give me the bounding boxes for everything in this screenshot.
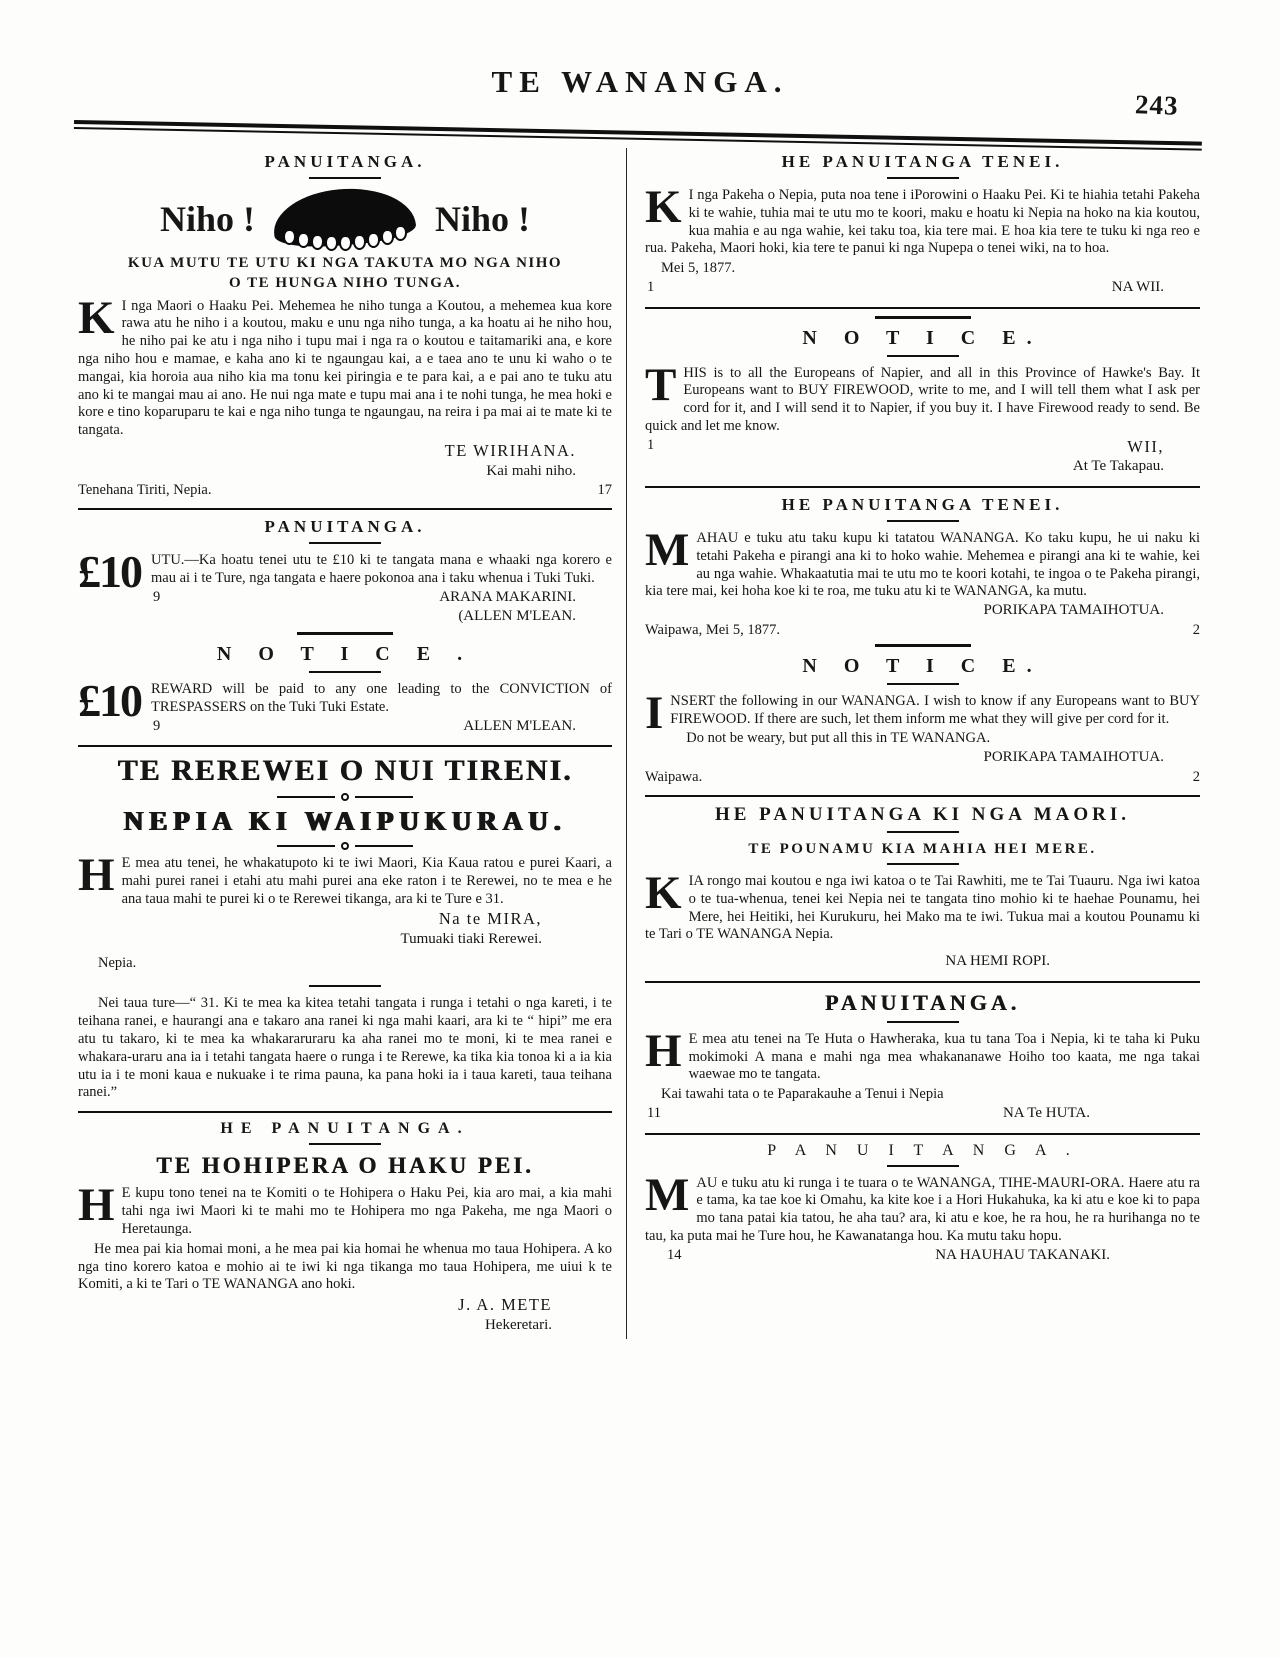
section-heading: HE PANUITANGA TENEI. <box>781 494 1064 514</box>
heading-rule <box>297 632 393 635</box>
section-divider <box>645 795 1200 797</box>
ad-body: K I nga Pakeha o Nepia, puta noa tene i iPorowini o Haaku Pei. Ki te hiahia tetahi Pakeha ki te wahie, tuhia mai te utu mo te koori, maku e hoatu ki Nepia na hoko na kia koutou, kua mahia e au nga wahie, kei taku toa, kia tere mai. E hoa kia tere te tuku ki nga reo e rua. Pakeha, Maori hoki, kia tere te panui ki nga Nupepa o tenei wiki, na to hoa. <box>645 181 1200 257</box>
section-heading: HE PANUITANGA TENEI. <box>781 152 1064 171</box>
ad-body: H E mea atu tenei, he whakatupoto ki te iwi Maori, Kia Kaua ratou e purei Kaari, a mahi purei ranei i etahi atu mahi purei ana eke raton i te Rerewei, no te mea e he ana taua mahi te purei ki o te Rerewei tikanga, ara ki te Ture e 31. <box>78 849 612 907</box>
place-line: Nepia. <box>98 955 137 972</box>
heading-rule <box>309 177 381 179</box>
reward-amount: £10 <box>78 546 141 598</box>
ad-hospital <box>78 1120 612 1335</box>
section-heading: N O T I C E . <box>216 642 474 665</box>
ad-railway <box>78 754 612 1113</box>
ad-trespass-notice <box>78 632 612 747</box>
drop-cap: I <box>645 686 664 739</box>
heading-rule <box>887 831 959 833</box>
drop-cap: M <box>645 523 690 576</box>
ad-niho <box>78 152 612 510</box>
ad-footer <box>645 436 1200 477</box>
ad-body-2: He mea pai kia homai moni, a he mea pai kia homai he whenua mo taua Hohipera. A ko nga tino korero katoa e mohio ai te iwi ki nga tikanga mo taua Hohipera, me uiui k te Komiti, a ki te Tari o TE WANANGA ano hoki. <box>78 1240 612 1293</box>
ad-body: KIA rongo mai koutou e nga iwi katoa o te Tai Rawhiti, me te Tai Tuauru. Nga iwi katoa o te tua-whenua, tenei kei Nepia nei te tangata tino mohio ki te haehae Pounamu, hei Mere, hei Heitiki, hei Kurukuru, hei Mako ma te iwi. Tukua mai a koutou Pounamu ki te Tari o TE WANANGA Nepia. <box>645 866 1200 943</box>
ad-pounamu <box>645 804 1200 983</box>
signature-block: NA Te HUTA. <box>1002 1105 1090 1122</box>
drop-cap: H <box>78 1179 115 1232</box>
ad-number: 17 <box>597 482 612 499</box>
section-heading: PANUITANGA. <box>264 517 426 537</box>
heading-rule <box>309 542 381 544</box>
law-quote: Nei taua ture—“ 31. Ki te mea ka kitea tetahi tangata i runga i tetahi o nga kareti, i te teihana ranei, e haurangi ana e takaro ana ranei ki nga mahi kaari, ara ki te “ hipi” me era atu tu takaro, ki te mea ka whakararuraru ka aha ranei mo te moni, ki te mea ranei e whakara-uraru ana ia i tetahi tangata haere o runga i te Rerewe, ka tika kia tonoa ki a ia kia utu ia i te moni kaua e nukuake i te rima pauna, ka pana hoki ia i taua kareti, taua teihana ranei.” <box>78 995 612 1101</box>
heading-rule <box>309 1143 381 1145</box>
signature-block: PORIKAPA TAMAIHOTUA. <box>983 602 1164 619</box>
section-heading: HE PANUITANGA KI NGA MAORI. <box>714 803 1130 825</box>
masthead-title: TE WANANGA. <box>491 64 789 99</box>
ad-huta <box>645 990 1200 1135</box>
signature-block: NA HEMI ROPI. <box>945 953 1050 970</box>
ornament-divider <box>78 842 612 850</box>
niho-headline-left: Niho ! <box>159 199 255 239</box>
ad-footer <box>645 278 1200 298</box>
place-date-line: Waipawa, Mei 5, 1877. <box>645 621 780 638</box>
section-divider <box>645 1133 1200 1135</box>
signature-block: NA HAUHAU TAKANAKI. <box>935 1246 1110 1263</box>
drop-cap: K <box>78 291 115 344</box>
dentures-icon <box>271 187 419 251</box>
heading-rule <box>309 671 381 673</box>
reward-amount: £10 <box>78 674 141 726</box>
ad-subheading: KUA MUTU TE UTU KI NGA TAKUTA MO NGA NIHO O TE HUNGA NIHO TUNGA. <box>127 255 563 292</box>
heading-rule <box>887 1021 959 1023</box>
drop-cap: K <box>645 866 682 919</box>
drop-cap: H <box>645 1024 682 1077</box>
ad-body: THIS is to all the Europeans of Napier, and all in this Province of Hawke's Bay. It Europeans want to BUY FIREWOOD, write to me, and I will tell them what I ask per cord for it, and I will send it to Napier, if you buy it. I have Firewood ready to send. Be quick and let me know. <box>645 358 1200 435</box>
drop-cap: H <box>78 849 115 901</box>
ornament-divider <box>78 793 612 801</box>
masthead-double-rule <box>74 120 1202 151</box>
ad-insert-notice <box>645 644 1200 797</box>
ad-body-2: Kai tawahi tata o te Paparakauhe a Tenui i Nepia <box>661 1086 944 1103</box>
ad-body: £10 UTU.—Ka hoatu tenei utu te £10 ki te tangata mana e whaaki nga korero e mau ai i te Ture, nga tangata e haere pokonoa ana i taku whenua i Tuki Tuki. <box>78 546 612 598</box>
ad-body-2: Do not be weary, but put all this in TE WANANGA. <box>686 730 991 747</box>
ad-footer <box>151 588 612 627</box>
signature-block: WII, At Te Takapau. <box>1072 436 1164 475</box>
ad-body: MAU e tuku atu ki runga i te tuara o te WANANGA, TIHE-MAURI-ORA. Haere atu ra e tama, ka tae koe ki Omahu, ka kite koe i a Hori Hukahuka, ka ki atu e koe ki to papa mo tana patai kia tatou, he aha tau? ara, ki atu e koe, he ra hou, he ra hurihanga no te tau, ka puta mai he Ture hou, he Kawanatanga hou. Ka mutu taku hopu. <box>645 1168 1200 1245</box>
ad-body: £10 REWARD will be paid to any one leading to the CONVICTION of TRESPASSERS on the Tuki Tuki Estate. <box>78 674 612 726</box>
drop-cap: K <box>645 181 682 233</box>
section-divider <box>78 745 612 747</box>
section-subheading: TE POUNAMU KIA MAHIA HEI MERE. <box>748 840 1097 857</box>
ad-footer <box>645 1104 1200 1124</box>
ad-number: 1 <box>647 436 655 453</box>
heading-rule <box>887 683 959 685</box>
date-line: Mei 5, 1877. <box>661 260 736 277</box>
ad-footer <box>645 621 1200 639</box>
signature-block: TE WIRIHANA. Kai mahi niho. <box>444 441 576 479</box>
ad-footer <box>645 768 1200 786</box>
railway-heading: TE REREWEI O NUI TIRENI. <box>117 754 573 787</box>
section-heading: N O T I C E. <box>802 326 1043 349</box>
ad-number: 2 <box>1192 621 1200 638</box>
ad-body: INSERT the following in our WANANGA. I wish to know if any Europeans want to BUY FIREWOOD. If there are such, let them inform me what they will give per cord for it. <box>645 686 1200 739</box>
heading-rule <box>875 316 971 319</box>
place-line: Waipawa. <box>645 768 703 785</box>
ad-body: MAHAU e tuku atu taku kupu ki tatatou WANANGA. Ko taku kupu, he ui naku ki tetahi Pakeha e pirangi ana ki to hoko wahie. Mehemea e pirangi ana ki te wahie, kei au nga wahie. Whakaatutia mai te utu mo te koori kotahi, te ingoa o te Pakeha pirangi, kia tere mai, kei hoha koe ki te roa, me tuku atu ki te WANANGA, ka mutu. <box>645 523 1200 600</box>
niho-headline <box>78 187 612 251</box>
signature-block: ARANA MAKARINI. (ALLEN M'LEAN. <box>439 588 576 625</box>
signature-block: NA WII. <box>1111 279 1164 296</box>
ad-number: 11 <box>647 1105 661 1122</box>
section-divider <box>78 1111 612 1113</box>
ad-body: H E kupu tono tenei na te Komiti o te Hohipera o Haku Pei, kia aro mai, a kia mahi tahi nga iwi Maori ki te mahi mo te Hohipera mo nga Pakeha, me nga Maori o Heretaunga. <box>78 1179 612 1237</box>
ad-number: 2 <box>1192 768 1200 785</box>
drop-cap: T <box>645 358 677 411</box>
heading-rule <box>887 863 959 865</box>
ad-number: 14 <box>667 1246 682 1263</box>
section-divider <box>78 508 612 510</box>
hospital-heading: TE HOHIPERA O HAKU PEI. <box>156 1153 534 1179</box>
ad-utu-reward <box>78 517 612 627</box>
signature-block: Na te MIRA, Tumuaki tiaki Rerewei. <box>400 909 542 947</box>
railway-subheading: NEPIA KI WAIPUKURAU. <box>123 806 567 836</box>
section-divider <box>645 307 1200 309</box>
ad-footer <box>78 481 612 499</box>
column-layout <box>78 148 1200 1339</box>
section-heading: N O T I C E. <box>802 654 1043 677</box>
ad-wahie-wii <box>645 152 1200 309</box>
right-column <box>626 148 1200 1339</box>
ad-body: K I nga Maori o Haaku Pei. Mehemea he niho tunga a Koutou, a mehemea kua kore rawa atu he niho i a koutou, maku e unu nga niho tunga, a ka hoatu ai he niho hou, he niho pai ke atu i nga niho i tupu mai i nga ra o koutou e taitamariki ana, e kore nga niho hou e mamae, e kaha ano ki te ngaungau kai, a e taea ano te unu ki waho o te mangai, kia horoia aua niho kia ma tonu kei piringia e te para kai, a e pai ano te tuku atu ano ki te mangai mau ai ano. He nui nga mate e tupu mai ana i te nohi tunga, he mea hoki e kore e tino koparuparu te kai e nga niho tunga te ngaungau, na reira i pa mai ai te mate ki te tangata. <box>78 291 612 439</box>
section-heading: P A N U I T A N G A . <box>767 1141 1078 1159</box>
heading-rule <box>887 355 959 357</box>
ad-footer <box>645 1246 1200 1266</box>
section-heading: PANUITANGA. <box>824 989 1021 1015</box>
section-divider <box>645 981 1200 983</box>
drop-cap: M <box>645 1168 690 1221</box>
ad-number: 9 <box>153 717 161 734</box>
ad-footer <box>151 717 612 737</box>
signature-block: PORIKAPA TAMAIHOTUA. <box>983 749 1164 766</box>
advertiser-address: Tenehana Tiriti, Nepia. <box>78 482 212 499</box>
heading-rule <box>887 520 959 522</box>
signature-block: ALLEN M'LEAN. <box>463 717 576 734</box>
heading-rule <box>887 1165 959 1167</box>
ad-kupu-porikapa <box>645 495 1200 639</box>
niho-headline-right: Niho ! <box>435 199 531 239</box>
heading-rule <box>887 177 959 179</box>
left-column <box>78 148 626 1339</box>
section-heading: PANUITANGA. <box>264 152 426 171</box>
ad-firewood-notice <box>645 316 1200 488</box>
ad-body: H E mea atu tenei na Te Huta o Hawheraka, kua tu tana Toa i Nepia, ki te taha ki Puku mokimoki A mana e mahi nga mea whakananawe Hoiho too kaata, me nga takai waewae mo te tangata. <box>645 1024 1200 1083</box>
ad-number: 9 <box>153 588 161 605</box>
ad-number: 1 <box>647 279 655 296</box>
heading-rule <box>875 644 971 647</box>
ad-hauhau <box>645 1142 1200 1266</box>
section-heading: HE PANUITANGA. <box>220 1120 470 1138</box>
paragraph-rule <box>309 985 381 987</box>
section-divider <box>645 486 1200 488</box>
page-number: 243 <box>1134 89 1179 121</box>
signature-block: J. A. METE Hekeretari. <box>458 1295 552 1333</box>
